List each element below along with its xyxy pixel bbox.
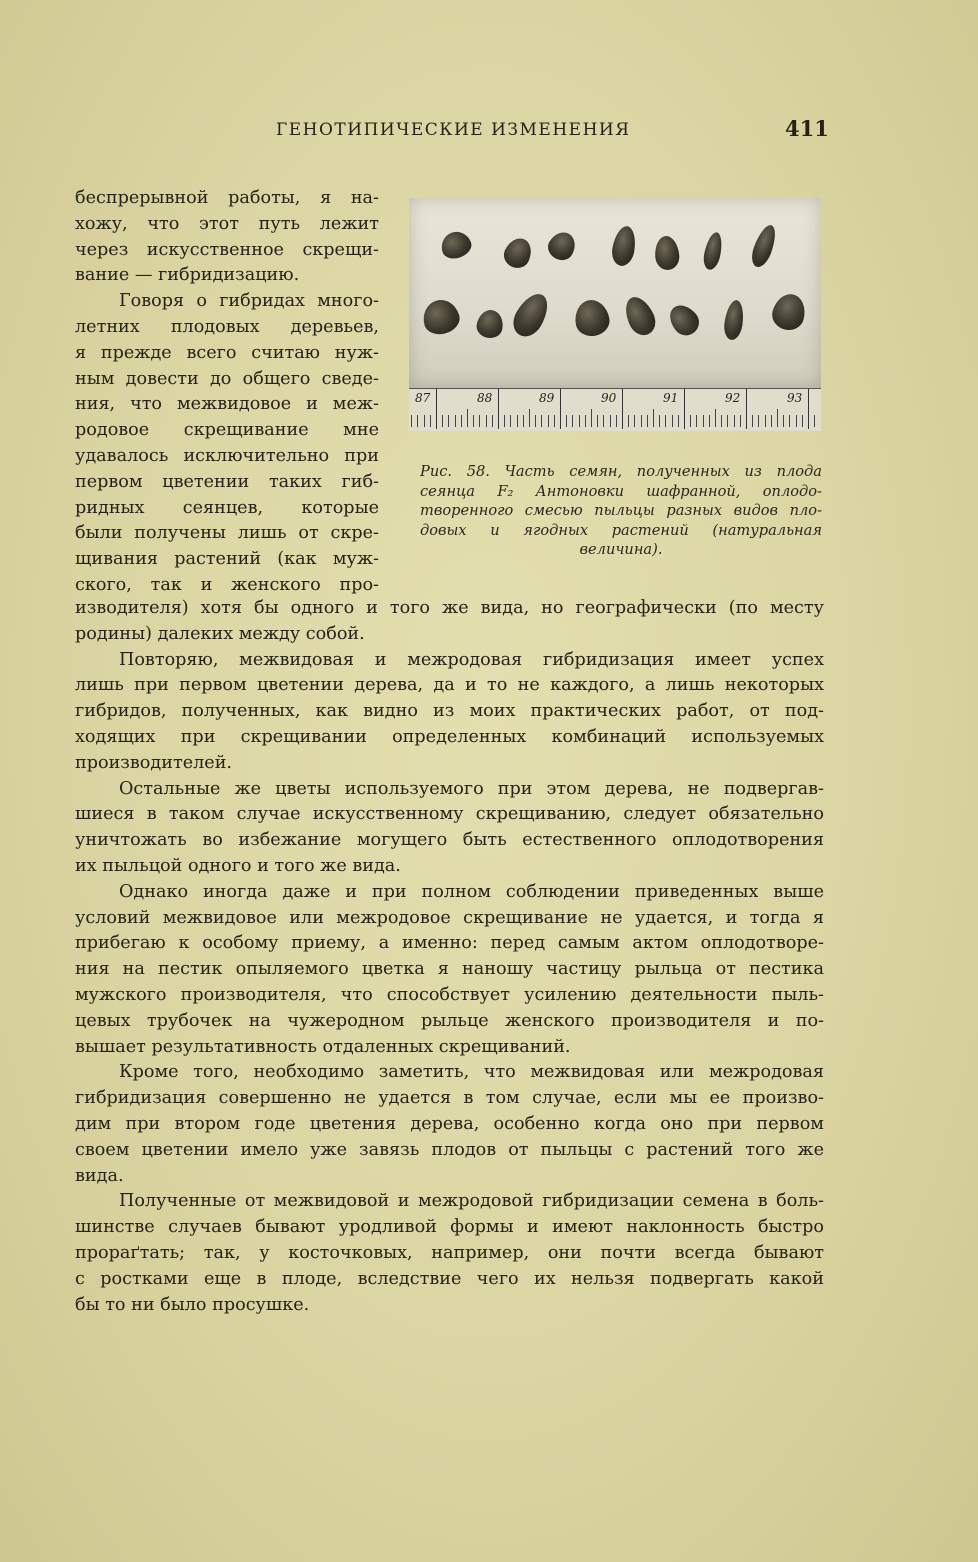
text-line: летних плодовых деревьев, [75, 316, 379, 337]
ruler-tick [442, 415, 443, 427]
ruler-number: 90 [601, 391, 617, 405]
text-line: ным довести до общего сведе- [75, 368, 379, 389]
text-line: дим при втором годе цветения дерева, особенно когда оно при первом [75, 1113, 824, 1134]
ruler-tick [709, 415, 710, 427]
text-line: Остальные же цветы используемого при этом дерева, не подвергав- [119, 778, 824, 799]
ruler-tick [529, 409, 530, 427]
ruler-tick [504, 415, 505, 427]
running-header [0, 116, 978, 146]
ruler-tick [603, 415, 604, 427]
ruler-tick [765, 415, 766, 427]
ruler-tick [517, 415, 518, 427]
ruler-number: 91 [663, 391, 679, 405]
ruler-major-line [746, 389, 747, 429]
caption-line: сеянца F₂ Антоновки шафранной, оплодо- [420, 482, 822, 500]
text-line: Кроме того, необходимо заметить, что межвидовая или межродовая [119, 1062, 824, 1083]
ruler-tick [721, 415, 722, 427]
text-line: шинстве случаев бывают уродливой формы и имеют наклонность быстро [75, 1217, 824, 1238]
ruler-tick [703, 415, 704, 427]
ruler-tick [479, 415, 480, 427]
seed-image [572, 297, 612, 338]
ruler-tick [411, 415, 412, 427]
ruler-tick [641, 415, 642, 427]
ruler-tick [796, 415, 797, 427]
ruler-tick [523, 415, 524, 427]
ruler-tick [802, 415, 803, 427]
ruler-tick [579, 415, 580, 427]
ruler-tick [566, 415, 567, 427]
ruler-major-line [498, 389, 499, 429]
ruler-tick [510, 415, 511, 427]
text-line: хожу, что этот путь лежит [75, 213, 379, 234]
ruler-major-line [622, 389, 623, 429]
ruler-tick [616, 415, 617, 427]
seed-image [722, 299, 745, 341]
seed-image [701, 231, 725, 271]
ruler-tick [430, 415, 431, 427]
seed-image [507, 288, 554, 342]
ruler-tick [814, 415, 815, 427]
ruler-tick [758, 415, 759, 427]
ruler-tick [727, 415, 728, 427]
caption-line: довых и ягодных растений (натуральная [420, 521, 822, 539]
ruler-tick [690, 415, 691, 427]
text-line: уничтожать во избежание могущего быть естественного оплодотворения [75, 830, 824, 851]
ruler-tick [715, 409, 716, 427]
ruler-tick [777, 409, 778, 427]
page-number: 411 [785, 116, 829, 141]
text-line: прибегаю к особому приему, а именно: перед самым актом оплодотворе- [75, 933, 824, 954]
text-line: ния, что межвидовое и меж- [75, 394, 379, 415]
ruler-tick [678, 415, 679, 427]
ruler-tick [541, 415, 542, 427]
ruler-tick [771, 415, 772, 427]
text-line: через искусственное скрещи- [75, 239, 379, 260]
text-line: прораґтать; так, у косточковых, например, они почти всегда бывают [75, 1242, 824, 1263]
caption-line: творенного смесью пыльцы разных видов пло- [420, 502, 822, 519]
seed-image [769, 290, 809, 333]
ruler-major-line [436, 389, 437, 429]
text-line: вида. [75, 1165, 124, 1186]
text-line: ридных сеянцев, которые [75, 497, 379, 518]
text-line: изводителя) хотя бы одного и того же вида, но географически (по месту [75, 598, 824, 618]
text-line: я прежде всего считаю нуж- [75, 342, 379, 363]
text-line: гибридизация совершенно не удается в том случае, если мы ее произво- [75, 1088, 824, 1109]
ruler-tick [461, 415, 462, 427]
seed-image [419, 296, 463, 338]
ruler-number: 93 [787, 391, 803, 405]
seeds-photograph [409, 198, 821, 388]
ruler-major-line [808, 389, 809, 429]
ruler-tick [572, 415, 573, 427]
text-line: были получены лишь от скре- [75, 523, 379, 544]
ruler-tick [535, 415, 536, 427]
seed-image [475, 308, 505, 340]
text-line: родины) далеких между собой. [75, 623, 365, 644]
ruler-tick [628, 415, 629, 427]
text-line: производителей. [75, 752, 233, 773]
ruler-tick [665, 415, 666, 427]
seed-image [620, 292, 660, 339]
seed-image [610, 224, 639, 267]
ruler-tick [597, 415, 598, 427]
ruler-tick [740, 415, 741, 427]
ruler-tick [473, 415, 474, 427]
full-width-text [75, 596, 824, 1318]
figure-seeds-photo [409, 198, 821, 434]
seed-image [437, 228, 474, 263]
text-line: вание — гибридизацию. [75, 265, 300, 286]
text-line: щивания растений (как муж- [75, 549, 379, 570]
ruler-tick [610, 415, 611, 427]
text-line: удавалось исключительно при [75, 445, 379, 466]
text-line: цевых трубочек на чужеродном рыльце женского производителя и по- [75, 1010, 824, 1031]
ruler-tick [548, 415, 549, 427]
text-line: ского, так и женского про- [75, 574, 379, 595]
ruler-number: 92 [725, 391, 741, 405]
text-line: первом цветении таких гиб- [75, 471, 379, 492]
caption-line: Рис. 58. Часть семян, полученных из плода [420, 463, 822, 480]
text-line: ния на пестик опыляемого цветка я наношу частицу рыльца от пестика [75, 959, 824, 980]
text-line: бы то ни было просушке. [75, 1294, 310, 1315]
ruler-tick [591, 409, 592, 427]
figure-caption [420, 462, 822, 560]
ruler-tick [585, 415, 586, 427]
text-line: Говоря о гибридах много- [119, 291, 379, 312]
seed-image [664, 299, 704, 340]
text-line: Полученные от межвидовой и межродовой гибридизации семена в боль- [119, 1191, 824, 1212]
ruler-tick [424, 415, 425, 427]
ruler-tick [789, 415, 790, 427]
ruler-tick [486, 415, 487, 427]
measuring-ruler [409, 388, 821, 431]
seed-image [654, 235, 681, 271]
text-line: родовое скрещивание мне [75, 420, 379, 441]
seed-image [748, 222, 780, 270]
ruler-tick [492, 415, 493, 427]
text-line: шиеся в таком случае искусственному скрещиванию, следует обязательно [75, 804, 824, 825]
ruler-tick [653, 409, 654, 427]
ruler-major-line [560, 389, 561, 429]
ruler-number: 89 [539, 391, 555, 405]
text-line: беспрерывной работы, я на- [75, 188, 379, 208]
seed-image [544, 227, 581, 264]
ruler-tick [752, 415, 753, 427]
narrow-column-text [75, 186, 379, 599]
text-line: лишь при первом цветении дерева, да и то не каждого, а лишь некоторых [75, 675, 824, 696]
text-line: вышает результативность отдаленных скрещиваний. [75, 1036, 571, 1057]
ruler-tick [448, 415, 449, 427]
text-line: своем цветении имело уже завязь плодов от пыльцы с растений того же [75, 1139, 824, 1160]
running-title: ГЕНОТИПИЧЕСКИЕ ИЗМЕНЕНИЯ [276, 120, 631, 140]
ruler-tick [696, 415, 697, 427]
text-line: мужского производителя, что способствует усилению деятельности пыль- [75, 984, 824, 1005]
ruler-number: 87 [415, 391, 431, 405]
text-line: гибридов, полученных, как видно из моих практических работ, от под- [75, 701, 824, 722]
caption-line: величина). [579, 541, 663, 558]
ruler-major-line [684, 389, 685, 429]
ruler-tick [554, 415, 555, 427]
text-line: условий межвидовое или межродовое скрещивание не удается, и тогда я [75, 907, 824, 928]
ruler-tick [734, 415, 735, 427]
text-line: ходящих при скрещивании определенных комбинаций используемых [75, 726, 824, 747]
seed-image [500, 234, 536, 272]
text-line: Однако иногда даже и при полном соблюдении приведенных выше [119, 881, 824, 902]
ruler-tick [647, 415, 648, 427]
text-line: с ростками еще в плоде, вследствие чего их нельзя подвергать какой [75, 1268, 824, 1289]
text-line: Повторяю, межвидовая и межродовая гибридизация имеет успех [119, 649, 824, 670]
ruler-tick [659, 415, 660, 427]
ruler-tick [672, 415, 673, 427]
ruler-tick [455, 415, 456, 427]
text-line: их пыльцой одного и того же вида. [75, 855, 401, 876]
ruler-number: 88 [477, 391, 493, 405]
ruler-tick [467, 409, 468, 427]
ruler-tick [417, 415, 418, 427]
ruler-tick [634, 415, 635, 427]
ruler-tick [783, 415, 784, 427]
